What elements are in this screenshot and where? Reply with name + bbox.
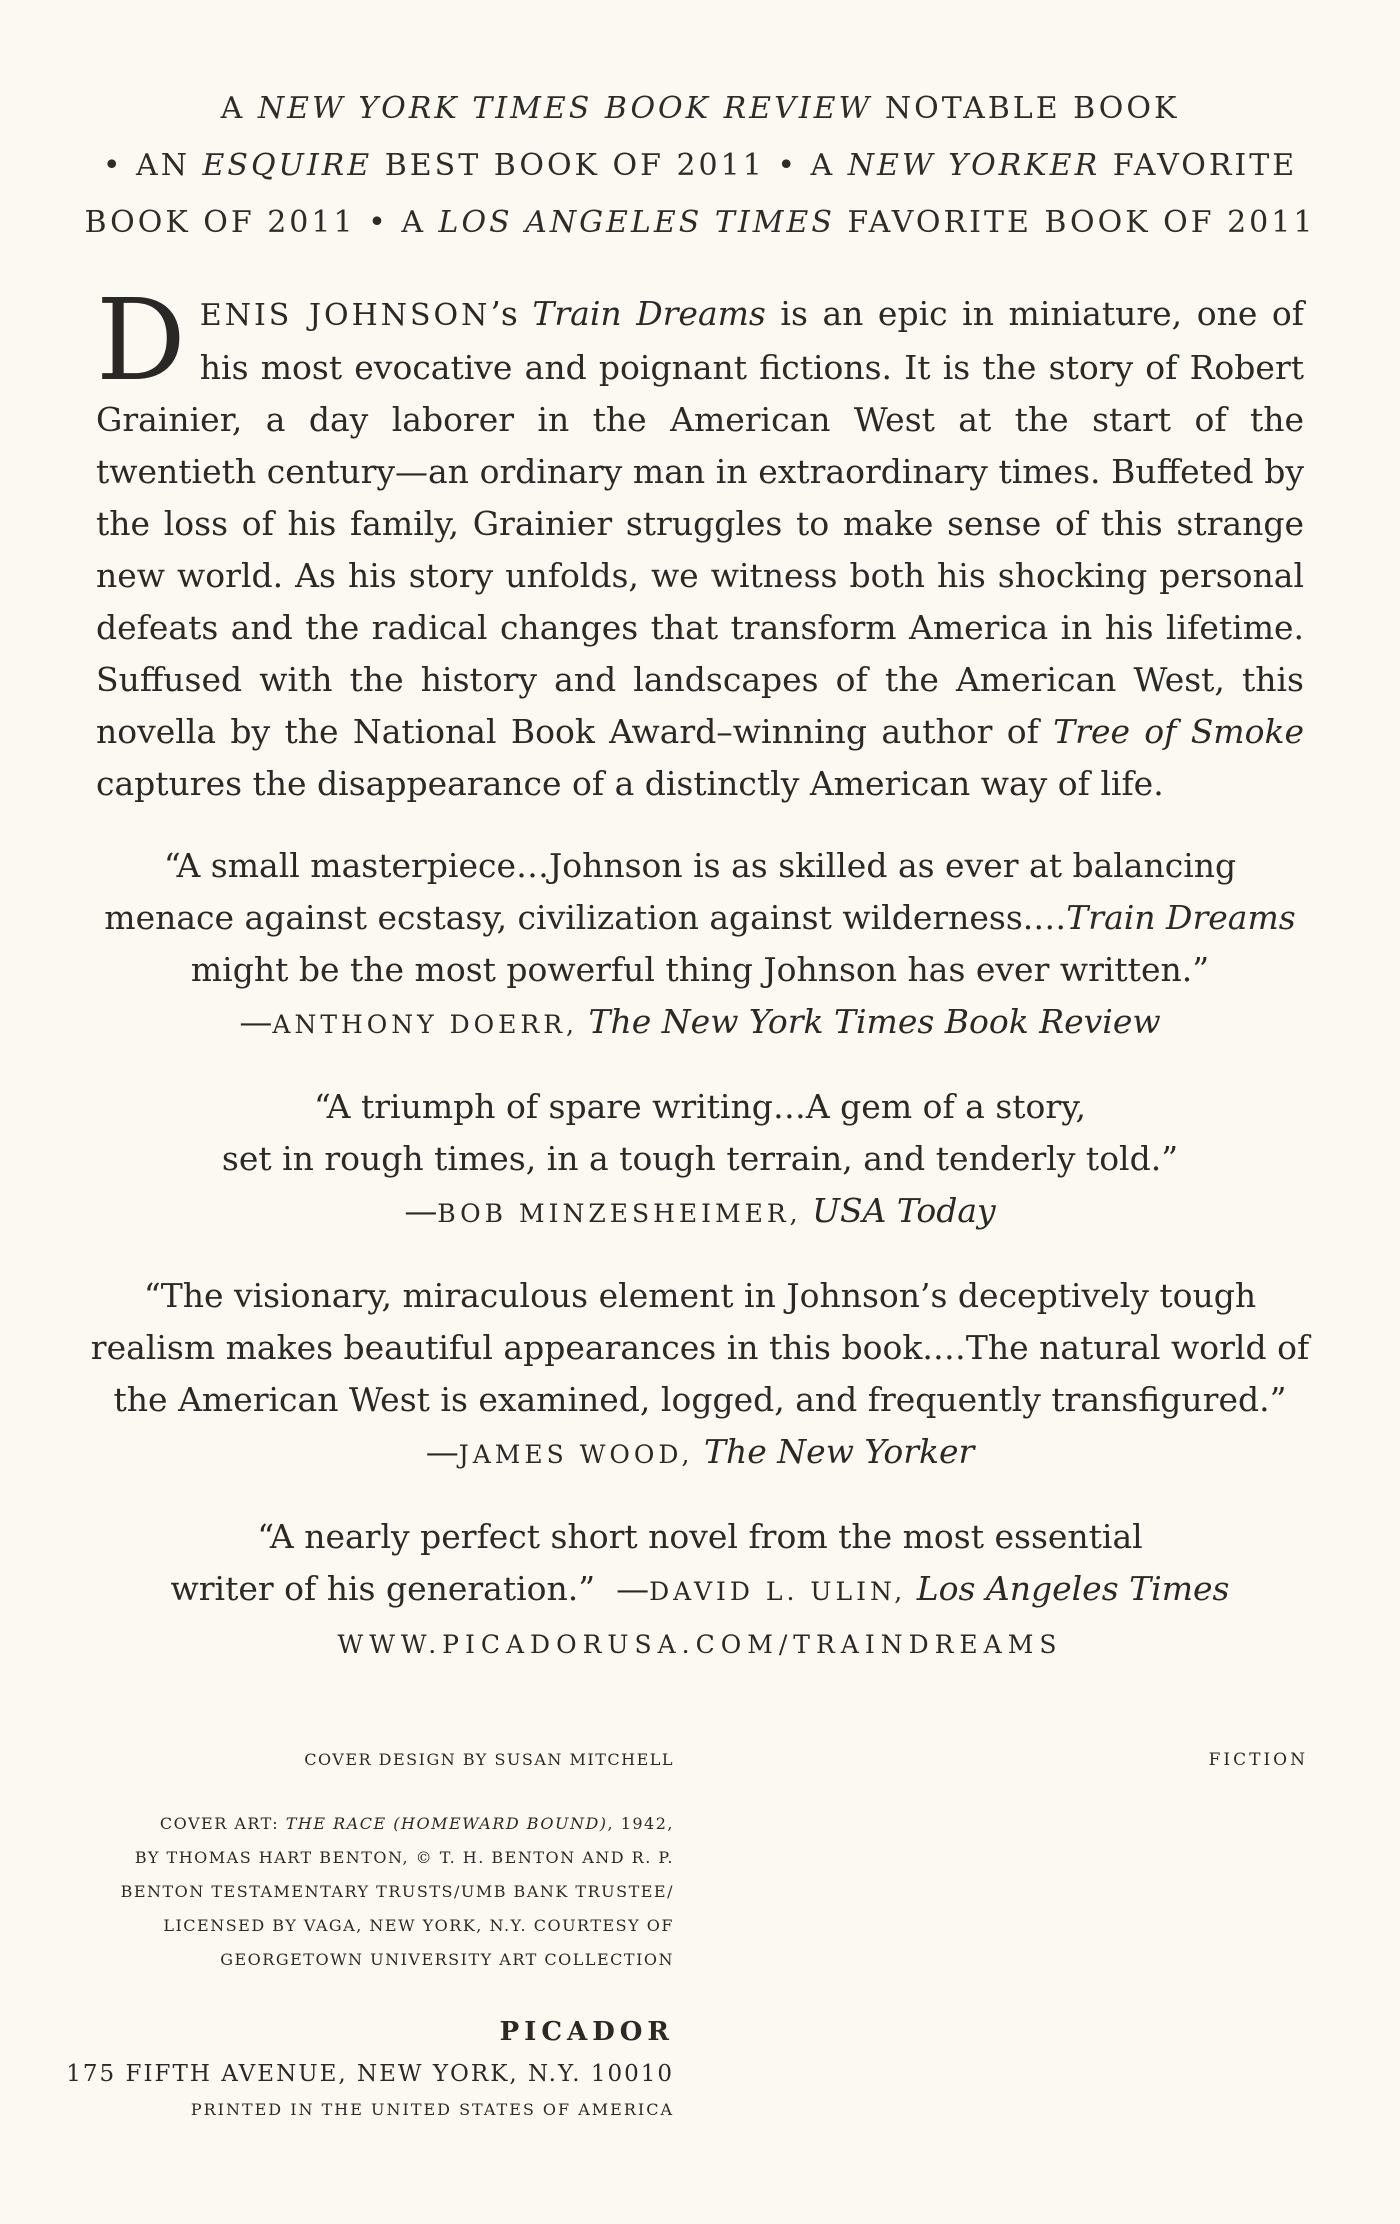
quote-attribution: —DAVID L. ULIN, Los Angeles Times bbox=[616, 1569, 1230, 1608]
description-paragraph: DENIS JOHNSON’s Train Dreams is an epic in miniature, one of his most evocative and poignant fictions. It is the story of Robert Grainier, a day laborer in the American West at the start of the twentieth century—an ordinary man in extraordinary times. Buffeted by the loss of his family, Grainier struggles to make sense of this strange new world. As his story unfolds, we witness both his shocking personal defeats and the radical changes that transform America in his lifetime. Suffused with the history and landscapes of the American West, this novella by the National Book Award–winning author of Tree of Smoke captures the disappearance of a distinctly American way of life. bbox=[96, 276, 1304, 803]
acclaim-line-2: • AN ESQUIRE BEST BOOK OF 2011 • A NEW YORKER FAVORITE bbox=[102, 148, 1298, 183]
quote-attribution: —ANTHONY DOERR, The New York Times Book Review bbox=[239, 1002, 1161, 1041]
quote-attribution: —BOB MINZESHEIMER, USA Today bbox=[404, 1191, 996, 1230]
review-quote-minzesheimer: “A triumph of spare writing…A gem of a story, set in rough times, in a tough terrain, and tenderly told.” —BOB MINZESHEIMER, USA Today bbox=[80, 1081, 1320, 1240]
drop-cap: D bbox=[96, 276, 186, 406]
author-name: ENIS JOHNSON bbox=[199, 298, 491, 333]
website-url: WWW.PICADORUSA.COM/TRAINDREAMS bbox=[337, 1630, 1063, 1659]
acclaim-line-3: BOOK OF 2011 • A LOS ANGELES TIMES FAVORITE BOOK OF 2011 bbox=[84, 205, 1316, 240]
cover-credits: COVER DESIGN BY SUSAN MITCHELL COVER ART: THE RACE (HOMEWARD BOUND), 1942, BY THOMAS HART BENTON, © T. H. BENTON AND R. P. BENTON TESTAMENTARY TRUSTS/UMB BANK TRUSTEE/ LICENSED BY VAGA, NEW YORK, N.Y. COURTESY OF GEORGETOWN UNIVERSITY ART COLLECTION bbox=[121, 1743, 674, 1977]
book-title: Train Dreams bbox=[532, 294, 766, 333]
review-quote-ulin: “A nearly perfect short novel from the most essential writer of his generation.” —DAVID L. ULIN, Los Angeles Times bbox=[170, 1517, 1230, 1608]
review-quote-wood: “The visionary, miraculous element in Johnson’s deceptively tough realism makes beautiful appearances in this book.…The natural world of the American West is examined, logged, and frequently transfigured.” —JAMES WOOD, The New Yorker bbox=[80, 1270, 1320, 1481]
publisher-address: 175 FIFTH AVENUE, NEW YORK, N.Y. 10010 bbox=[66, 2061, 674, 2087]
genre-label: FICTION bbox=[1208, 1750, 1308, 1770]
review-quotes bbox=[80, 840, 1320, 1648]
cover-art-credit: COVER ART: THE RACE (HOMEWARD BOUND), 1942, bbox=[159, 1814, 674, 1833]
printed-in: PRINTED IN THE UNITED STATES OF AMERICA bbox=[190, 2100, 674, 2119]
quote-attribution: —JAMES WOOD, The New Yorker bbox=[425, 1432, 975, 1471]
cover-design-credit: COVER DESIGN BY SUSAN MITCHELL bbox=[304, 1750, 674, 1769]
publisher-name: PICADOR bbox=[499, 2017, 674, 2047]
other-book-title: Tree of Smoke bbox=[1053, 712, 1304, 751]
publisher-block bbox=[66, 2010, 674, 2126]
review-quote-doerr: “A small masterpiece…Johnson is as skilled as ever at balancing menace against ecstasy, civilization against wilderness.…Train Dreams might be the most powerful thing Johnson has ever written.” —ANTHONY DOERR, The New York Times Book Review bbox=[80, 840, 1320, 1051]
acclaim-line-1: A NEW YORK TIMES BOOK REVIEW NOTABLE BOOK bbox=[220, 91, 1180, 126]
acclaim-header bbox=[60, 80, 1340, 251]
